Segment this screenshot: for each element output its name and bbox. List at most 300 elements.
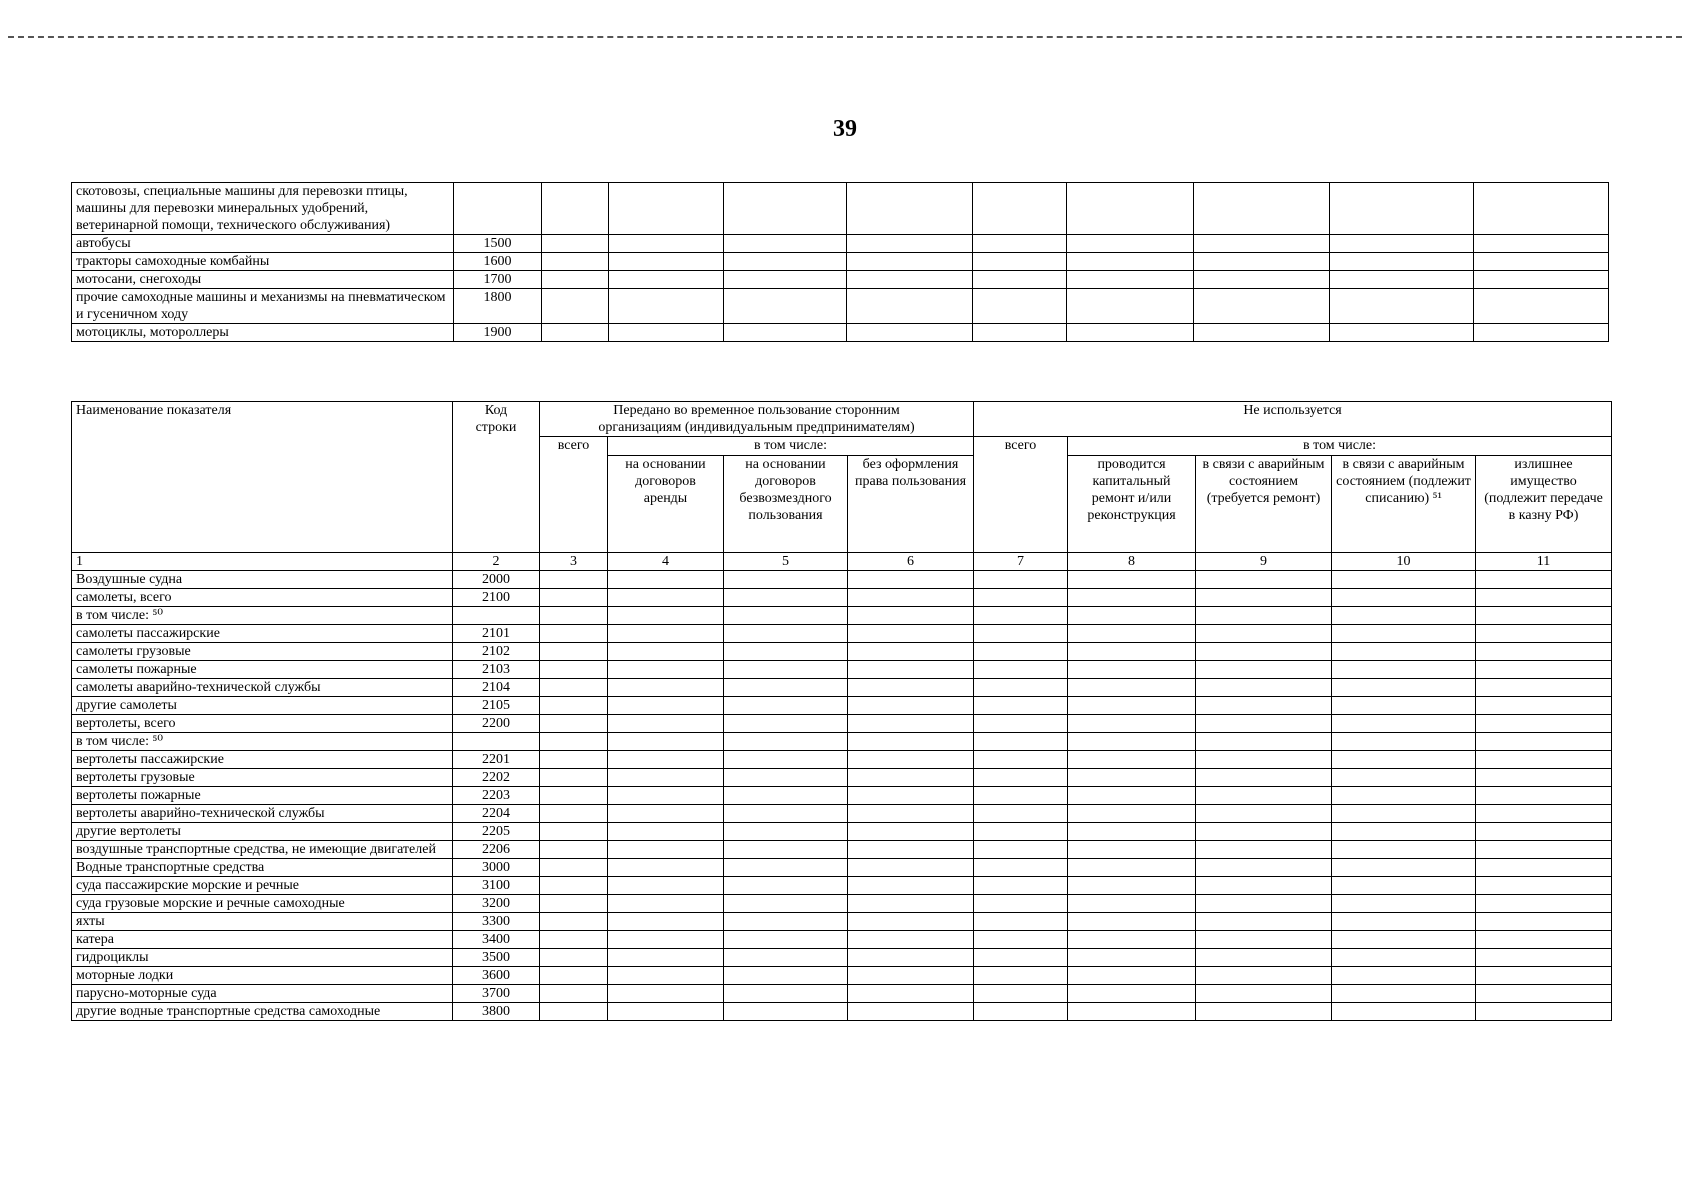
value-cell[interactable] xyxy=(1476,931,1612,949)
value-cell[interactable] xyxy=(1068,643,1196,661)
value-cell[interactable] xyxy=(1474,183,1609,235)
value-cell[interactable] xyxy=(848,625,974,643)
value-cell[interactable] xyxy=(724,751,848,769)
value-cell[interactable] xyxy=(609,235,724,253)
value-cell[interactable] xyxy=(847,324,973,342)
value-cell[interactable] xyxy=(1332,607,1476,625)
value-cell[interactable] xyxy=(542,271,609,289)
header-including-2: в том числе: xyxy=(1068,437,1612,456)
value-cell[interactable] xyxy=(540,895,608,913)
value-cell[interactable] xyxy=(1332,895,1476,913)
value-cell[interactable] xyxy=(724,931,848,949)
value-cell[interactable] xyxy=(724,661,848,679)
value-cell[interactable] xyxy=(540,661,608,679)
value-cell[interactable] xyxy=(1067,289,1194,324)
value-cell[interactable] xyxy=(847,289,973,324)
value-cell[interactable] xyxy=(848,931,974,949)
value-cell[interactable] xyxy=(974,967,1068,985)
main-row xyxy=(72,967,1612,985)
value-cell[interactable] xyxy=(974,679,1068,697)
value-cell[interactable] xyxy=(1476,643,1612,661)
value-cell[interactable] xyxy=(540,931,608,949)
value-cell[interactable] xyxy=(608,751,724,769)
value-cell[interactable] xyxy=(1068,913,1196,931)
value-cell[interactable] xyxy=(1476,715,1612,733)
value-cell[interactable] xyxy=(1068,1003,1196,1021)
value-cell[interactable] xyxy=(724,769,848,787)
value-cell[interactable] xyxy=(848,913,974,931)
value-cell[interactable] xyxy=(1476,985,1612,1003)
value-cell[interactable] xyxy=(974,697,1068,715)
value-cell[interactable] xyxy=(1196,679,1332,697)
value-cell[interactable] xyxy=(1068,931,1196,949)
value-cell[interactable] xyxy=(608,931,724,949)
header-emergency-repair: в связи с аварийным состоянием (требуется ремонт) xyxy=(1196,456,1332,553)
value-cell[interactable] xyxy=(1196,985,1332,1003)
value-cell[interactable] xyxy=(608,787,724,805)
row-name: скотовозы, специальные машины для перевозки птицы, машины для перевозки минеральных удобрений, ветеринарной помощи, технического обслуживания) xyxy=(72,183,454,235)
value-cell[interactable] xyxy=(1332,589,1476,607)
value-cell[interactable] xyxy=(540,787,608,805)
value-cell[interactable] xyxy=(608,571,724,589)
value-cell[interactable] xyxy=(1196,805,1332,823)
value-cell[interactable] xyxy=(848,661,974,679)
value-cell[interactable] xyxy=(848,715,974,733)
value-cell[interactable] xyxy=(608,589,724,607)
value-cell[interactable] xyxy=(540,751,608,769)
value-cell[interactable] xyxy=(974,571,1068,589)
value-cell[interactable] xyxy=(608,823,724,841)
value-cell[interactable] xyxy=(1196,787,1332,805)
value-cell[interactable] xyxy=(974,805,1068,823)
value-cell[interactable] xyxy=(608,877,724,895)
value-cell[interactable] xyxy=(1476,895,1612,913)
value-cell[interactable] xyxy=(1196,733,1332,751)
value-cell[interactable] xyxy=(1476,769,1612,787)
value-cell[interactable] xyxy=(1068,985,1196,1003)
value-cell[interactable] xyxy=(1330,324,1474,342)
value-cell[interactable] xyxy=(1474,235,1609,253)
value-cell[interactable] xyxy=(1476,877,1612,895)
value-cell[interactable] xyxy=(1068,751,1196,769)
value-cell[interactable] xyxy=(974,841,1068,859)
value-cell[interactable] xyxy=(724,985,848,1003)
value-cell[interactable] xyxy=(1332,625,1476,643)
column-number: 3 xyxy=(540,553,608,571)
row-name: самолеты, всего xyxy=(72,589,453,607)
main-row xyxy=(72,751,1612,769)
value-cell[interactable] xyxy=(1068,877,1196,895)
value-cell[interactable] xyxy=(974,589,1068,607)
value-cell[interactable] xyxy=(1474,324,1609,342)
value-cell[interactable] xyxy=(1330,235,1474,253)
value-cell[interactable] xyxy=(724,895,848,913)
value-cell[interactable] xyxy=(1068,571,1196,589)
value-cell[interactable] xyxy=(724,324,847,342)
value-cell[interactable] xyxy=(540,607,608,625)
value-cell[interactable] xyxy=(974,787,1068,805)
value-cell[interactable] xyxy=(608,679,724,697)
value-cell[interactable] xyxy=(724,805,848,823)
value-cell[interactable] xyxy=(608,841,724,859)
value-cell[interactable] xyxy=(608,859,724,877)
value-cell[interactable] xyxy=(1067,183,1194,235)
value-cell[interactable] xyxy=(1476,967,1612,985)
value-cell[interactable] xyxy=(1068,769,1196,787)
value-cell[interactable] xyxy=(1332,769,1476,787)
value-cell[interactable] xyxy=(1067,235,1194,253)
page-number: 39 xyxy=(833,116,857,142)
value-cell[interactable] xyxy=(1196,877,1332,895)
value-cell[interactable] xyxy=(540,571,608,589)
value-cell[interactable] xyxy=(974,985,1068,1003)
value-cell[interactable] xyxy=(1332,949,1476,967)
value-cell[interactable] xyxy=(724,571,848,589)
value-cell[interactable] xyxy=(1476,1003,1612,1021)
value-cell[interactable] xyxy=(1332,877,1476,895)
value-cell[interactable] xyxy=(848,877,974,895)
value-cell[interactable] xyxy=(1332,571,1476,589)
row-code: 2204 xyxy=(453,805,540,823)
value-cell[interactable] xyxy=(540,877,608,895)
value-cell[interactable] xyxy=(724,607,848,625)
value-cell[interactable] xyxy=(974,715,1068,733)
value-cell[interactable] xyxy=(540,733,608,751)
value-cell[interactable] xyxy=(1332,679,1476,697)
value-cell[interactable] xyxy=(1067,271,1194,289)
value-cell[interactable] xyxy=(973,324,1067,342)
value-cell[interactable] xyxy=(608,625,724,643)
value-cell[interactable] xyxy=(1332,643,1476,661)
value-cell[interactable] xyxy=(848,607,974,625)
value-cell[interactable] xyxy=(848,985,974,1003)
value-cell[interactable] xyxy=(608,769,724,787)
value-cell[interactable] xyxy=(1196,1003,1332,1021)
value-cell[interactable] xyxy=(542,183,609,235)
value-cell[interactable] xyxy=(724,235,847,253)
value-cell[interactable] xyxy=(1196,643,1332,661)
value-cell[interactable] xyxy=(848,679,974,697)
value-cell[interactable] xyxy=(974,769,1068,787)
value-cell[interactable] xyxy=(608,607,724,625)
value-cell[interactable] xyxy=(974,661,1068,679)
value-cell[interactable] xyxy=(540,985,608,1003)
value-cell[interactable] xyxy=(1476,949,1612,967)
value-cell[interactable] xyxy=(1330,271,1474,289)
value-cell[interactable] xyxy=(1194,289,1330,324)
value-cell[interactable] xyxy=(848,859,974,877)
value-cell[interactable] xyxy=(848,697,974,715)
value-cell[interactable] xyxy=(608,913,724,931)
value-cell[interactable] xyxy=(1068,715,1196,733)
value-cell[interactable] xyxy=(1476,751,1612,769)
value-cell[interactable] xyxy=(609,183,724,235)
value-cell[interactable] xyxy=(608,715,724,733)
value-cell[interactable] xyxy=(973,183,1067,235)
value-cell[interactable] xyxy=(1476,841,1612,859)
value-cell[interactable] xyxy=(1068,841,1196,859)
value-cell[interactable] xyxy=(1196,715,1332,733)
value-cell[interactable] xyxy=(847,271,973,289)
value-cell[interactable] xyxy=(724,589,848,607)
value-cell[interactable] xyxy=(608,733,724,751)
value-cell[interactable] xyxy=(540,697,608,715)
value-cell[interactable] xyxy=(1196,697,1332,715)
value-cell[interactable] xyxy=(848,823,974,841)
top-row xyxy=(72,235,1609,253)
row-name: гидроциклы xyxy=(72,949,453,967)
value-cell[interactable] xyxy=(848,751,974,769)
value-cell[interactable] xyxy=(1332,805,1476,823)
value-cell[interactable] xyxy=(1332,841,1476,859)
value-cell[interactable] xyxy=(540,715,608,733)
value-cell[interactable] xyxy=(1332,751,1476,769)
value-cell[interactable] xyxy=(1330,253,1474,271)
value-cell[interactable] xyxy=(1474,253,1609,271)
value-cell[interactable] xyxy=(1476,661,1612,679)
value-cell[interactable] xyxy=(1196,823,1332,841)
value-cell[interactable] xyxy=(724,841,848,859)
value-cell[interactable] xyxy=(540,625,608,643)
value-cell[interactable] xyxy=(848,949,974,967)
value-cell[interactable] xyxy=(1068,679,1196,697)
value-cell[interactable] xyxy=(974,625,1068,643)
value-cell[interactable] xyxy=(847,183,973,235)
value-cell[interactable] xyxy=(974,949,1068,967)
value-cell[interactable] xyxy=(724,715,848,733)
value-cell[interactable] xyxy=(1332,823,1476,841)
value-cell[interactable] xyxy=(1332,733,1476,751)
value-cell[interactable] xyxy=(974,895,1068,913)
value-cell[interactable] xyxy=(724,679,848,697)
value-cell[interactable] xyxy=(724,949,848,967)
value-cell[interactable] xyxy=(608,697,724,715)
value-cell[interactable] xyxy=(974,643,1068,661)
value-cell[interactable] xyxy=(540,805,608,823)
value-cell[interactable] xyxy=(1196,949,1332,967)
value-cell[interactable] xyxy=(1476,697,1612,715)
value-cell[interactable] xyxy=(1332,859,1476,877)
value-cell[interactable] xyxy=(1196,607,1332,625)
value-cell[interactable] xyxy=(1068,967,1196,985)
value-cell[interactable] xyxy=(1196,661,1332,679)
value-cell[interactable] xyxy=(1067,253,1194,271)
value-cell[interactable] xyxy=(974,751,1068,769)
value-cell[interactable] xyxy=(1194,324,1330,342)
value-cell[interactable] xyxy=(1196,751,1332,769)
value-cell[interactable] xyxy=(1196,859,1332,877)
value-cell[interactable] xyxy=(1332,985,1476,1003)
value-cell[interactable] xyxy=(848,733,974,751)
value-cell[interactable] xyxy=(608,967,724,985)
value-cell[interactable] xyxy=(1194,253,1330,271)
row-code: 2206 xyxy=(453,841,540,859)
value-cell[interactable] xyxy=(1476,607,1612,625)
value-cell[interactable] xyxy=(540,823,608,841)
value-cell[interactable] xyxy=(848,895,974,913)
value-cell[interactable] xyxy=(1068,625,1196,643)
value-cell[interactable] xyxy=(608,895,724,913)
value-cell[interactable] xyxy=(1068,859,1196,877)
value-cell[interactable] xyxy=(1332,697,1476,715)
value-cell[interactable] xyxy=(608,805,724,823)
value-cell[interactable] xyxy=(1068,787,1196,805)
value-cell[interactable] xyxy=(974,607,1068,625)
row-name: другие самолеты xyxy=(72,697,453,715)
value-cell[interactable] xyxy=(609,253,724,271)
value-cell[interactable] xyxy=(848,805,974,823)
value-cell[interactable] xyxy=(974,859,1068,877)
header-emergency-writeoff: в связи с аварийным состоянием (подлежит списанию) ⁵¹ xyxy=(1332,456,1476,553)
value-cell[interactable] xyxy=(1476,805,1612,823)
value-cell[interactable] xyxy=(1476,859,1612,877)
value-cell[interactable] xyxy=(1476,787,1612,805)
value-cell[interactable] xyxy=(1476,571,1612,589)
value-cell[interactable] xyxy=(974,877,1068,895)
value-cell[interactable] xyxy=(724,271,847,289)
value-cell[interactable] xyxy=(724,697,848,715)
value-cell[interactable] xyxy=(974,913,1068,931)
value-cell[interactable] xyxy=(1068,661,1196,679)
value-cell[interactable] xyxy=(1196,913,1332,931)
value-cell[interactable] xyxy=(1330,183,1474,235)
value-cell[interactable] xyxy=(1068,895,1196,913)
value-cell[interactable] xyxy=(1196,895,1332,913)
value-cell[interactable] xyxy=(1330,289,1474,324)
value-cell[interactable] xyxy=(973,271,1067,289)
value-cell[interactable] xyxy=(847,235,973,253)
value-cell[interactable] xyxy=(1474,289,1609,324)
value-cell[interactable] xyxy=(540,859,608,877)
value-cell[interactable] xyxy=(724,859,848,877)
value-cell[interactable] xyxy=(1476,589,1612,607)
value-cell[interactable] xyxy=(540,1003,608,1021)
value-cell[interactable] xyxy=(540,589,608,607)
value-cell[interactable] xyxy=(1332,661,1476,679)
value-cell[interactable] xyxy=(724,183,847,235)
value-cell[interactable] xyxy=(724,787,848,805)
value-cell[interactable] xyxy=(609,289,724,324)
row-name: другие вертолеты xyxy=(72,823,453,841)
value-cell[interactable] xyxy=(724,913,848,931)
value-cell[interactable] xyxy=(1196,589,1332,607)
value-cell[interactable] xyxy=(1068,805,1196,823)
value-cell[interactable] xyxy=(540,967,608,985)
value-cell[interactable] xyxy=(1068,697,1196,715)
value-cell[interactable] xyxy=(609,271,724,289)
value-cell[interactable] xyxy=(724,877,848,895)
value-cell[interactable] xyxy=(540,769,608,787)
value-cell[interactable] xyxy=(1332,1003,1476,1021)
value-cell[interactable] xyxy=(1068,589,1196,607)
value-cell[interactable] xyxy=(724,643,848,661)
value-cell[interactable] xyxy=(848,571,974,589)
vehicles-usage-table xyxy=(71,401,1612,1021)
value-cell[interactable] xyxy=(540,679,608,697)
value-cell[interactable] xyxy=(848,841,974,859)
value-cell[interactable] xyxy=(1194,271,1330,289)
value-cell[interactable] xyxy=(848,787,974,805)
value-cell[interactable] xyxy=(1068,949,1196,967)
value-cell[interactable] xyxy=(974,733,1068,751)
value-cell[interactable] xyxy=(1068,733,1196,751)
value-cell[interactable] xyxy=(609,324,724,342)
value-cell[interactable] xyxy=(1067,324,1194,342)
value-cell[interactable] xyxy=(847,253,973,271)
value-cell[interactable] xyxy=(608,1003,724,1021)
value-cell[interactable] xyxy=(1196,931,1332,949)
value-cell[interactable] xyxy=(1476,823,1612,841)
value-cell[interactable] xyxy=(542,289,609,324)
value-cell[interactable] xyxy=(974,931,1068,949)
row-code xyxy=(453,733,540,751)
value-cell[interactable] xyxy=(540,949,608,967)
value-cell[interactable] xyxy=(1476,679,1612,697)
value-cell[interactable] xyxy=(973,253,1067,271)
row-name: вертолеты грузовые xyxy=(72,769,453,787)
value-cell[interactable] xyxy=(1194,183,1330,235)
value-cell[interactable] xyxy=(1332,931,1476,949)
header-free-use: на основании договоров безвозмездного пользования xyxy=(724,456,848,553)
value-cell[interactable] xyxy=(1068,607,1196,625)
value-cell[interactable] xyxy=(1332,787,1476,805)
value-cell[interactable] xyxy=(724,1003,848,1021)
value-cell[interactable] xyxy=(540,841,608,859)
value-cell[interactable] xyxy=(1332,715,1476,733)
value-cell[interactable] xyxy=(1196,571,1332,589)
value-cell[interactable] xyxy=(608,643,724,661)
value-cell[interactable] xyxy=(542,235,609,253)
value-cell[interactable] xyxy=(1196,769,1332,787)
value-cell[interactable] xyxy=(1196,625,1332,643)
value-cell[interactable] xyxy=(542,253,609,271)
header-row-1 xyxy=(72,402,1612,437)
main-row xyxy=(72,877,1612,895)
value-cell[interactable] xyxy=(724,289,847,324)
value-cell[interactable] xyxy=(1476,733,1612,751)
value-cell[interactable] xyxy=(974,823,1068,841)
value-cell[interactable] xyxy=(1474,271,1609,289)
value-cell[interactable] xyxy=(1476,913,1612,931)
value-cell[interactable] xyxy=(608,949,724,967)
value-cell[interactable] xyxy=(973,235,1067,253)
value-cell[interactable] xyxy=(848,967,974,985)
value-cell[interactable] xyxy=(1196,967,1332,985)
value-cell[interactable] xyxy=(608,661,724,679)
value-cell[interactable] xyxy=(724,733,848,751)
value-cell[interactable] xyxy=(608,985,724,1003)
value-cell[interactable] xyxy=(848,769,974,787)
value-cell[interactable] xyxy=(724,253,847,271)
value-cell[interactable] xyxy=(1194,235,1330,253)
value-cell[interactable] xyxy=(848,1003,974,1021)
value-cell[interactable] xyxy=(542,324,609,342)
value-cell[interactable] xyxy=(540,913,608,931)
value-cell[interactable] xyxy=(1332,967,1476,985)
value-cell[interactable] xyxy=(1196,841,1332,859)
value-cell[interactable] xyxy=(724,625,848,643)
value-cell[interactable] xyxy=(540,643,608,661)
value-cell[interactable] xyxy=(724,967,848,985)
value-cell[interactable] xyxy=(848,589,974,607)
value-cell[interactable] xyxy=(1332,913,1476,931)
value-cell[interactable] xyxy=(848,643,974,661)
value-cell[interactable] xyxy=(1068,823,1196,841)
value-cell[interactable] xyxy=(1476,625,1612,643)
value-cell[interactable] xyxy=(974,1003,1068,1021)
value-cell[interactable] xyxy=(724,823,848,841)
value-cell[interactable] xyxy=(973,289,1067,324)
